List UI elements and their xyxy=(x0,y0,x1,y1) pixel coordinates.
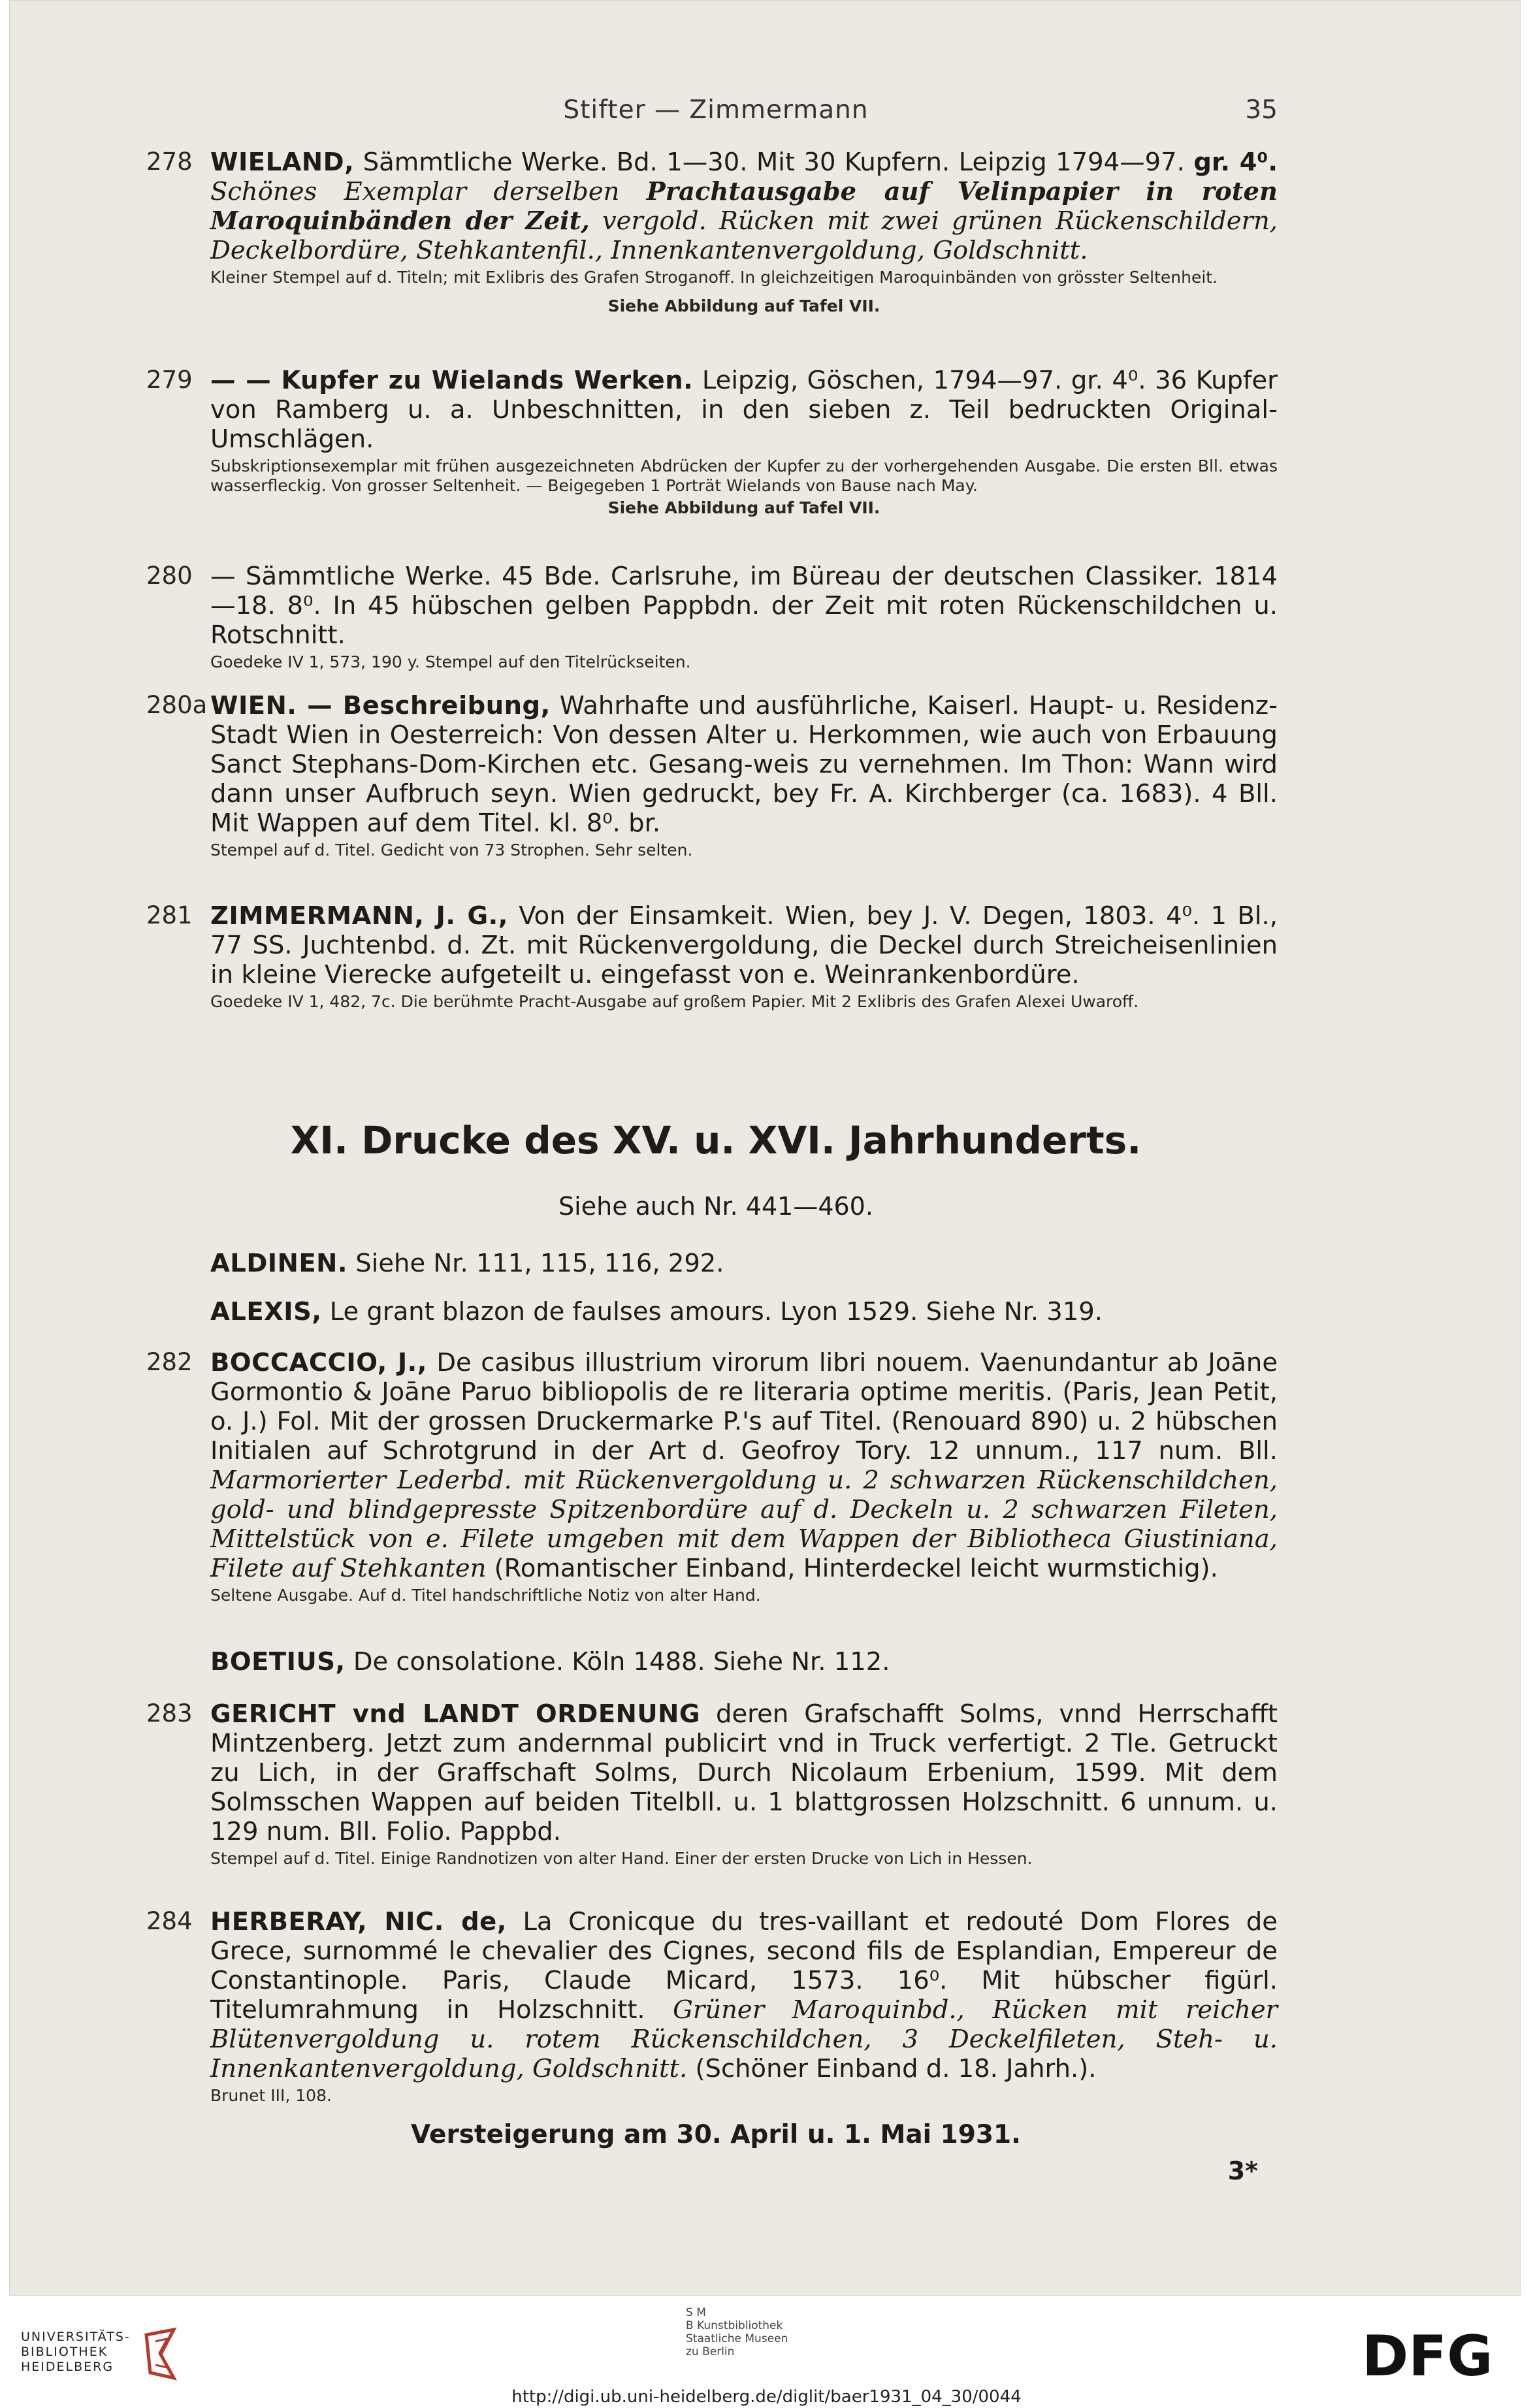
entry-number: 279 xyxy=(146,366,193,394)
svg-text:DFG: DFG xyxy=(1362,2330,1493,2382)
section-title: XI. Drucke des XV. u. XVI. Jahrhunderts. xyxy=(290,1118,1142,1163)
plate-reference: Siehe Abbildung auf Tafel VII. xyxy=(607,297,880,315)
entry-note: Goedeke IV 1, 482, 7c. Die berühmte Pracht-Ausgabe auf großem Papier. Mit 2 Exlibris des Grafen Alexei Uwaroff. xyxy=(210,992,1139,1011)
catalog-entry-283 xyxy=(146,1699,1278,1869)
entry-text: BOCCACCIO, J., De casibus illustrium virorum libri nouem. Vaenundantur ab Joāne Gormontio & Joāne Paruo bibliopolis de re literaria optime meritis. (Paris, Jean Petit, o. J.) Fol. Mit der grossen Druckermarke P.'s auf Titel. (Renouard 890) u. 2 hübschen Initialen auf Schrotgrund in der Art d. Geofroy Tory. 12 unnum., 117 num. Bll. Marmorierter Lederbd. mit Rückenvergoldung u. 2 schwarzen Rückenschildchen, gold- und blindgepresste Spitzenbordüre auf d. Deckeln u. 2 schwarzen Fileten, Mittelstück von e. Filete umgeben mit dem Wappen der Bibliotheca Giustiniana, Filete auf Stehkanten (Romantischer Einband, Hinterdeckel leicht wurmstichig). xyxy=(210,1348,1278,1583)
section-subtitle: Siehe auch Nr. 441—460. xyxy=(558,1192,873,1221)
entry-note: Subskriptionsexemplar mit frühen ausgezeichneten Abdrücken der Kupfer zu der vorhergehenden Ausgabe. Die ersten Bll. etwas wasserfleckig. Von grosser Seltenheit. — Beigegeben 1 Porträt Wielands von Bause nach May. xyxy=(210,457,1278,495)
entry-note: Stempel auf d. Titel. Gedicht von 73 Strophen. Sehr selten. xyxy=(210,841,693,859)
library-logo[interactable]: UNIVERSITÄTS- BIBLIOTHEK HEIDELBERG xyxy=(21,2330,131,2374)
digitization-bar xyxy=(0,2296,1533,2408)
entry-text: WIELAND, Sämmtliche Werke. Bd. 1—30. Mit 30 Kupfern. Leipzig 1794—97. gr. 4⁰. Schönes Exemplar derselben Prachtausgabe auf Velinpapier in roten Maroquinbänden der Zeit, vergold. Rücken mit zwei grünen Rückenschildern, Deckelbordüre, Stehkantenfil., Innenkantenvergoldung, Goldschnitt. xyxy=(210,148,1278,265)
entry-note: Stempel auf d. Titel. Einige Randnotizen von alter Hand. Einer der ersten Drucke von Lich in Hessen. xyxy=(210,1849,1033,1868)
entry-note: Goedeke IV 1, 573, 190 y. Stempel auf den Titelrückseiten. xyxy=(210,652,691,671)
entry-text: — Sämmtliche Werke. 45 Bde. Carlsruhe, im Büreau der deutschen Classiker. 1814—18. 8⁰. In 45 hübschen gelben Pappbdn. der Zeit mit roten Rückenschildchen u. Rotschnitt. xyxy=(210,562,1278,650)
entry-note: Kleiner Stempel auf d. Titeln; mit Exlibris des Grafen Stroganoff. In gleichzeitigen Maroquinbänden von grösster Seltenheit. xyxy=(210,268,1218,287)
signature-mark: 3* xyxy=(1227,2157,1258,2185)
entry-text: HERBERAY, NIC. de, La Cronicque du tres-vaillant et redouté Dom Flores de Grece, surnommé le chevalier des Cignes, second fils de Esplandian, Empereur de Constantinople. Paris, Claude Micard, 1573. 16⁰. Mit hübscher figürl. Titelumrahmung in Holzschnitt. Grüner Maroquinbd., Rücken mit reicher Blütenvergoldung u. rotem Rückenschildchen, 3 Deckelfileten, Steh- u. Innenkantenvergoldung, Goldschnitt. (Schöner Einband d. 18. Jahrh.). xyxy=(210,1907,1278,2083)
plate-reference: Siehe Abbildung auf Tafel VII. xyxy=(607,498,880,517)
catalog-entry-281 xyxy=(146,901,1278,1012)
page-header xyxy=(154,95,1278,135)
running-title: Stifter — Zimmermann xyxy=(563,95,869,125)
scanned-page xyxy=(9,0,1521,2296)
entry-text: WIEN. — Beschreibung, Wahrhafte und ausführliche, Kaiserl. Haupt- u. Residenz-Stadt Wien in Oesterreich: Von dessen Alter u. Herkommen, wie auch von Erbauung Sanct Stephans-Dom-Kirchen etc. Gesang-weis zu vernehmen. Im Thon: Wann wird dann unser Aufbruch seyn. Wien gedruckt, bey Fr. A. Kirchberger (ca. 1683). 4 Bll. Mit Wappen auf dem Titel. kl. 8⁰. br. xyxy=(210,691,1278,838)
catalog-entry-280 xyxy=(146,562,1278,672)
entry-number: 281 xyxy=(146,901,193,929)
entry-note: Seltene Ausgabe. Auf d. Titel handschriftliche Notiz von alter Hand. xyxy=(210,1586,761,1605)
cross-reference-boetius: BOETIUS, De consolatione. Köln 1488. Siehe Nr. 112. xyxy=(210,1647,890,1677)
entry-number: 282 xyxy=(146,1348,193,1376)
entry-text: GERICHT vnd LANDT ORDENUNG deren Grafschafft Solms, vnnd Herrschafft Mintzenberg. Jetzt zum andernmal publicirt vnd in Truck verfertigt. 2 Tle. Getruckt zu Lich, in der Graffschaft Solms, Durch Nicolaum Erbenium, 1599. Mit dem Solmsschen Wappen auf beiden Titelbll. u. 1 blattgrossen Holzschnitt. 6 unnum. u. 129 num. Bll. Folio. Pappbd. xyxy=(210,1699,1278,1846)
entry-number: 284 xyxy=(146,1907,193,1935)
catalog-entry-284 xyxy=(146,1907,1278,2106)
page-number: 35 xyxy=(1245,95,1278,125)
entry-number: 283 xyxy=(146,1699,193,1727)
catalog-entry-280a xyxy=(146,691,1278,860)
catalog-entry-282 xyxy=(146,1348,1278,1605)
entry-text: ZIMMERMANN, J. G., Von der Einsamkeit. Wien, bey J. V. Degen, 1803. 4⁰. 1 Bl., 77 SS. Juchtenbd. d. Zt. mit Rückenvergoldung, die Deckel durch Streicheisenlinien in kleine Vierecke aufgeteilt u. eingefasst von e. Weinrankenbordüre. xyxy=(210,901,1278,989)
provenance-stamp: S M B Kunstbibliothek Staatliche Museen zu Berlin xyxy=(686,2306,788,2358)
catalog-entry-279 xyxy=(146,366,1278,518)
entry-text: — — Kupfer zu Wielands Werken. Leipzig, Göschen, 1794—97. gr. 4⁰. 36 Kupfer von Ramberg u. a. Unbeschnitten, in den sieben z. Teil bedruckten Original-Umschlägen. xyxy=(210,366,1278,454)
library-emblem-icon xyxy=(141,2326,180,2382)
entry-number: 278 xyxy=(146,148,193,176)
dfg-logo[interactable] xyxy=(1362,2330,1512,2382)
cross-reference-aldinen: ALDINEN. Siehe Nr. 111, 115, 116, 292. xyxy=(210,1249,724,1278)
cross-reference-alexis: ALEXIS, Le grant blazon de faulses amours. Lyon 1529. Siehe Nr. 319. xyxy=(210,1297,1103,1326)
entry-number: 280a xyxy=(146,691,208,719)
source-url-link[interactable]: http://digi.ub.uni-heidelberg.de/diglit/baer1931_04_30/0044 xyxy=(511,2387,1022,2407)
entry-note: Brunet III, 108. xyxy=(210,2086,332,2105)
catalog-entry-278 xyxy=(146,148,1278,316)
entry-number: 280 xyxy=(146,562,193,590)
auction-date-line: Versteigerung am 30. April u. 1. Mai 1931. xyxy=(410,2120,1021,2149)
